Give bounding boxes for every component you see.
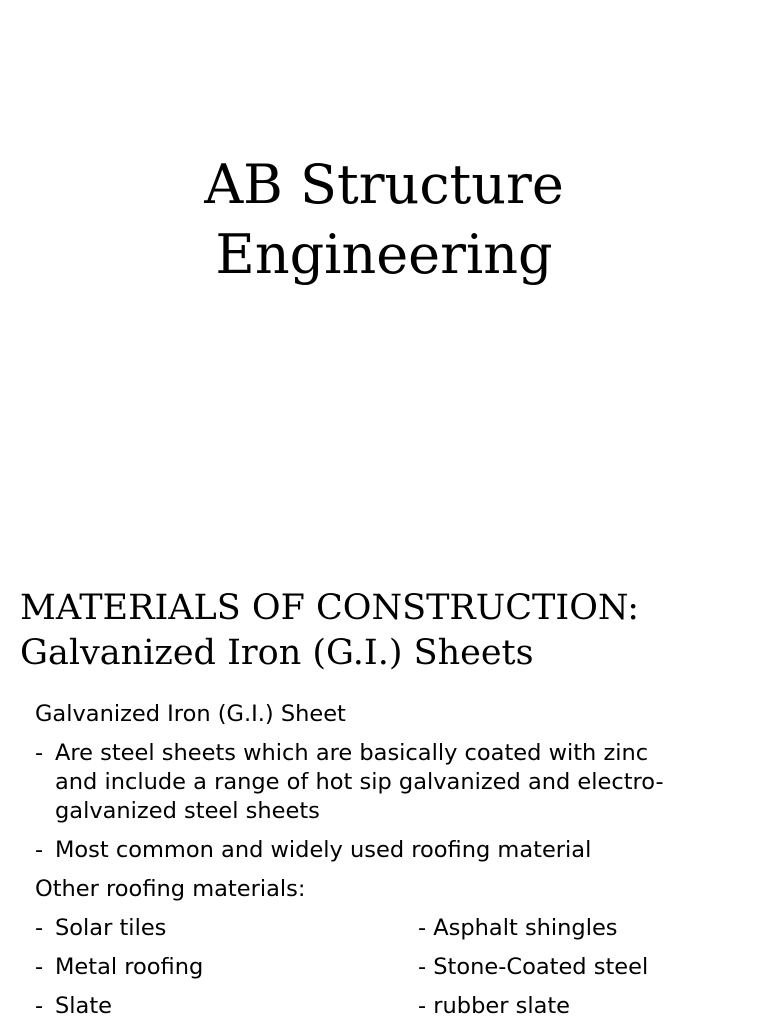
spacer xyxy=(35,826,735,836)
spacer xyxy=(35,865,735,875)
spacer xyxy=(35,982,735,992)
slide-title-line-2: Engineering xyxy=(215,223,553,286)
bullet-line: Most common and widely used roofing material xyxy=(55,837,592,863)
materials-row xyxy=(35,992,735,1021)
bullet-dash: - xyxy=(35,915,44,941)
bullet-line: Are steel sheets which are basically coated with zinc xyxy=(55,740,649,766)
section-heading xyxy=(20,586,639,676)
material-left xyxy=(35,992,418,1021)
material-label: Metal roofing xyxy=(55,954,204,980)
other-materials-label: Other roofing materials: xyxy=(35,876,306,902)
section-heading-line-2: Galvanized Iron (G.I.) Sheets xyxy=(20,633,534,673)
spacer xyxy=(35,904,735,914)
material-right: - rubber slate xyxy=(418,993,571,1019)
materials-row xyxy=(35,953,735,982)
material-left xyxy=(35,914,418,943)
bullet-dash: - xyxy=(35,993,44,1019)
material-label: Solar tiles xyxy=(55,915,167,941)
slide-title xyxy=(0,150,768,290)
slide-title-line-1: AB Structure xyxy=(204,153,564,216)
spacer xyxy=(35,943,735,953)
bullet-dash: - xyxy=(35,740,44,766)
bullet-item xyxy=(35,739,735,826)
material-right: - Stone-Coated steel xyxy=(418,954,649,980)
bullet-dash: - xyxy=(35,954,44,980)
material-label: Slate xyxy=(55,993,112,1019)
bullet-line: galvanized steel sheets xyxy=(55,798,320,824)
slide-body xyxy=(35,700,735,1021)
section-heading-line-1: MATERIALS OF CONSTRUCTION: xyxy=(20,588,640,628)
subheading: Galvanized Iron (G.I.) Sheet xyxy=(35,701,346,727)
bullet-dash: - xyxy=(35,837,44,863)
spacer xyxy=(35,729,735,739)
bullet-item xyxy=(35,836,735,865)
materials-row xyxy=(35,914,735,943)
bullet-line: and include a range of hot sip galvanized and electro- xyxy=(55,769,664,795)
material-left xyxy=(35,953,418,982)
material-right: - Asphalt shingles xyxy=(418,915,618,941)
